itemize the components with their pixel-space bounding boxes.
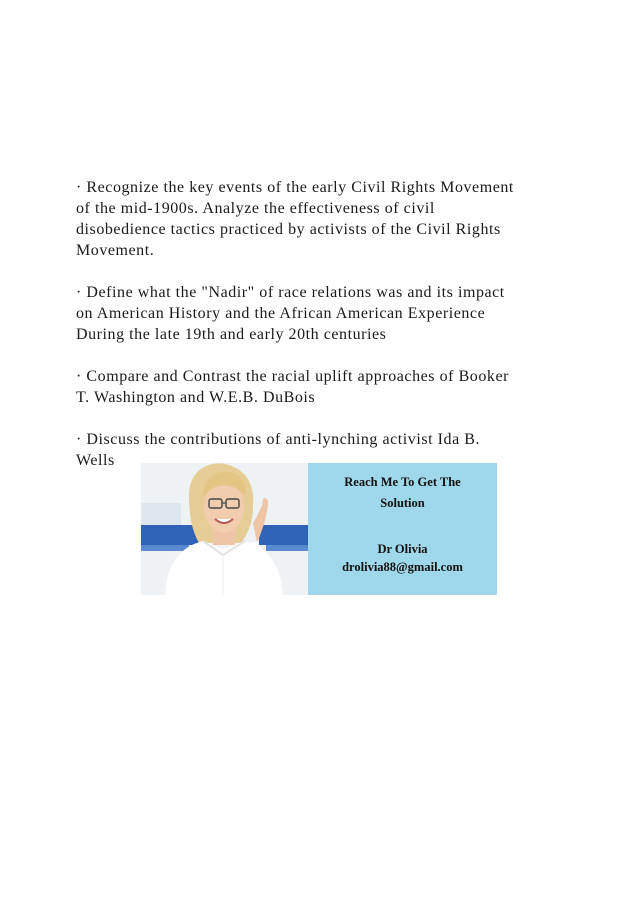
objective-civil-rights: · Recognize the key events of the early Civil Rights Movement of the mid-1900s. Analyze the effectiveness of civil disobedience tactics practiced by activists of the Civil Rights Movement. bbox=[76, 179, 514, 259]
document-body bbox=[76, 177, 566, 471]
objective-uplift: · Compare and Contrast the racial uplift approaches of Booker T. Washington and W.E.B. DuBois bbox=[76, 368, 509, 406]
banner-headline-line2: Solution bbox=[380, 496, 425, 510]
banner-name: Dr Olivia bbox=[377, 542, 428, 556]
banner-email: drolivia88@gmail.com bbox=[342, 560, 463, 574]
contact-banner bbox=[141, 463, 497, 595]
woman-portrait-icon bbox=[141, 463, 308, 595]
contact-panel bbox=[308, 463, 497, 595]
objective-nadir: · Define what the "Nadir" of race relations was and its impact on American History and the African American Experience During the late 19th and early 20th centuries bbox=[76, 284, 505, 343]
objective-ida-b-wells: · Discuss the contributions of anti-lynching activist Ida B. Wells bbox=[76, 431, 481, 469]
banner-headline-line1: Reach Me To Get The bbox=[344, 475, 461, 489]
tutor-photo bbox=[141, 463, 308, 595]
